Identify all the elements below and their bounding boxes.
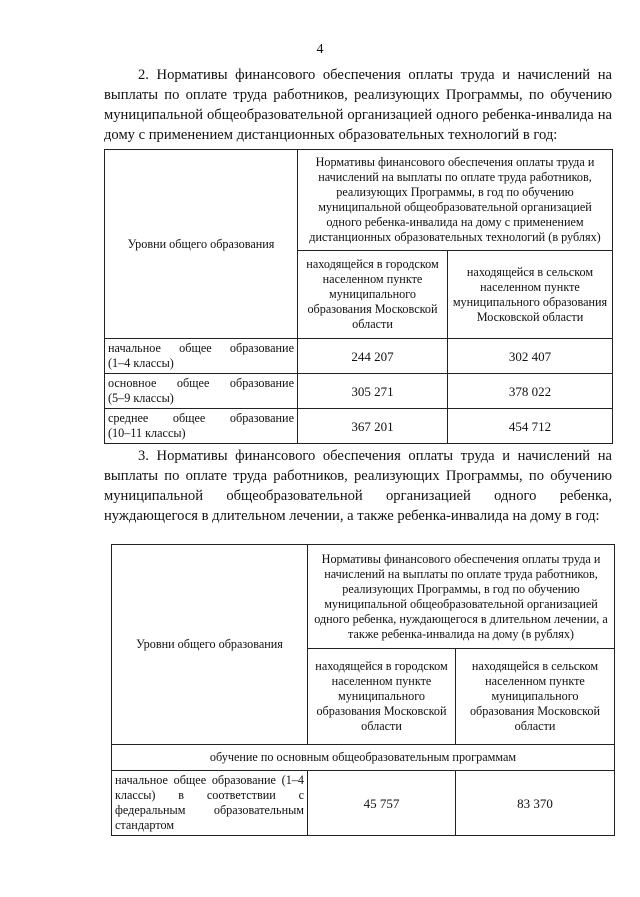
section-3-table xyxy=(111,544,615,836)
levels-header: Уровни общего образования xyxy=(105,150,298,339)
section-2-paragraph xyxy=(104,65,612,145)
urban-header: находящейся в городском населенном пункте муниципального образования Московской области xyxy=(298,251,448,339)
urban-value: 367 201 xyxy=(298,409,448,444)
section-3-text: 3. Нормативы финансового обеспечения оплаты труда и начислений на выплаты по оплате труда работников, реализующих Программы, по обучению муниципальной общеобразовательной организацией одного ребенка, нуждающегося в длительном лечении, а также ребенка-инвалида на дому в год: xyxy=(104,448,612,524)
rural-value: 83 370 xyxy=(456,771,615,836)
section-3-paragraph xyxy=(104,446,612,526)
urban-value: 244 207 xyxy=(298,339,448,374)
page-number: 4 xyxy=(316,42,324,57)
rural-value: 302 407 xyxy=(448,339,613,374)
urban-value: 305 271 xyxy=(298,374,448,409)
norms-group-header: Нормативы финансового обеспечения оплаты труда и начислений на выплаты по оплате труда работников, реализующих Программы, в год по обучению муниципальной общеобразовательной организацией одного ребенка-инвалида на дому с применением дистанционных образовательных технологий (в рублях) xyxy=(298,150,613,251)
rural-header: находящейся в сельском населенном пункте муниципального образования Московской области xyxy=(448,251,613,339)
level-cell: основное общее образование (5–9 классы) xyxy=(105,374,298,409)
table-row xyxy=(105,339,613,374)
table-row xyxy=(105,374,613,409)
level-cell: среднее общее образование (10–11 классы) xyxy=(105,409,298,444)
rural-value: 454 712 xyxy=(448,409,613,444)
section-2-table xyxy=(104,149,613,444)
urban-value: 45 757 xyxy=(308,771,456,836)
level-cell: начальное общее образование (1–4 классы) в соответствии с федеральным образовательным стандартом xyxy=(112,771,308,836)
rural-header: находящейся в сельском населенном пункте муниципального образования Московской области xyxy=(456,649,615,745)
table-row xyxy=(112,771,615,836)
table-row xyxy=(105,409,613,444)
levels-header: Уровни общего образования xyxy=(112,545,308,745)
rural-value: 378 022 xyxy=(448,374,613,409)
section-row: обучение по основным общеобразовательным программам xyxy=(112,745,615,771)
norms-group-header: Нормативы финансового обеспечения оплаты труда и начислений на выплаты по оплате труда работников, реализующих Программы, в год по обучению муниципальной общеобразовательной организацией одного ребенка, нуждающегося в длительном лечении, а также ребенка-инвалида на дому (в рублях) xyxy=(308,545,615,649)
section-2-text: 2. Нормативы финансового обеспечения оплаты труда и начислений на выплаты по оплате труда работников, реализующих Программы, по обучению муниципальной общеобразовательной организацией одного ребенка-инвалида на дому с применением дистанционных образовательных технологий в год: xyxy=(104,67,612,143)
urban-header: находящейся в городском населенном пункте муниципального образования Московской области xyxy=(308,649,456,745)
level-cell: начальное общее образование (1–4 классы) xyxy=(105,339,298,374)
